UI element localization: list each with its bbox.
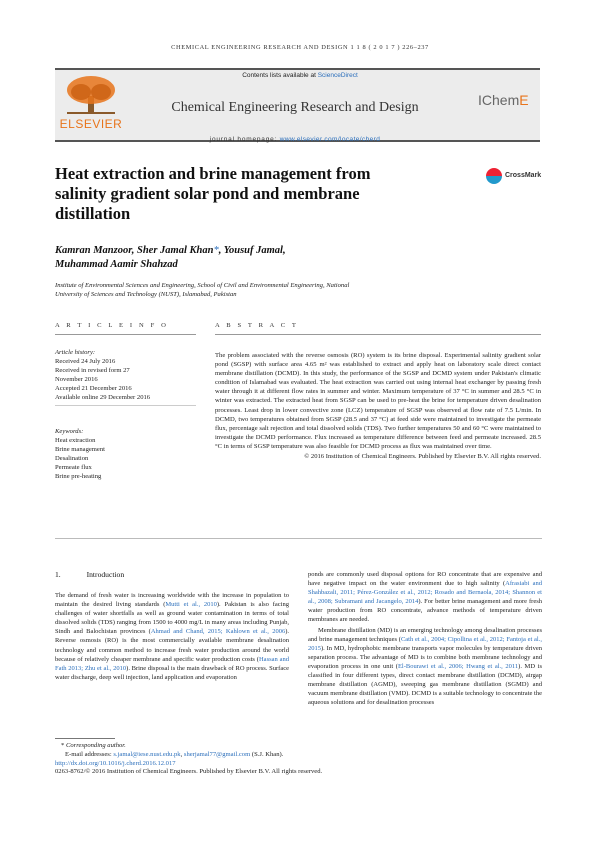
issn-copyright: 0263-8762/© 2016 Institution of Chemical Engineers. Published by Elsevier B.V. All rights reserved. [55, 768, 323, 776]
history-item: November 2016 [55, 376, 98, 383]
section-heading [55, 570, 124, 579]
keyword: Brine management [55, 446, 105, 453]
contents-line [0, 72, 600, 79]
paragraph [308, 570, 542, 625]
citation-link[interactable]: El-Bourawi et al., 2006; Hwang et al., 2011 [397, 662, 519, 670]
ichem-logo-text: IChem [478, 92, 520, 108]
history-item: Available online 29 December 2016 [55, 394, 151, 401]
body-text: ). In MD, hydrophobic membrane transports vapor molecules by temperature driven separation process. The advantage of MD is to combine both membrane technology and evaporation process in one unit ( [308, 644, 542, 670]
email-label: E-mail addresses: [65, 750, 114, 758]
citation-link[interactable]: Mutti et al., 2010 [165, 601, 217, 609]
footnote-star: * [61, 742, 65, 749]
doi-link[interactable]: http://dx.doi.org/10.1016/j.cherd.2016.12.017 [55, 759, 176, 767]
crossmark-badge[interactable] [486, 168, 546, 188]
running-head: CHEMICAL ENGINEERING RESEARCH AND DESIGN 1 1 8 ( 2 0 1 7 ) 226–237 [171, 44, 429, 51]
citation-link[interactable]: Hassan and Fath 2013; Zhu et al., 2010 [55, 655, 289, 672]
article-history [55, 348, 205, 402]
journal-homepage [130, 136, 460, 143]
body-text: ). MD is classified in four different types, direct contact membrane distillation (DCMD), airgap membrane distillation (AGMD), sweeping gas membrane distillation (SGMD) and vacuum membrane distillation (VMD). DCMD is a suitable technology to concentrate the aqueous solutions and for desalination processes [308, 662, 542, 707]
article-info-divider [55, 405, 196, 406]
authors-part: , Yousuf Jamal, [218, 245, 286, 256]
keywords-label: Keywords: [55, 428, 84, 435]
elsevier-logo[interactable] [57, 72, 125, 134]
homepage-link[interactable]: www.elsevier.com/locate/cherd [279, 136, 381, 143]
body-text: ). Pakistan is also facing challenges of water shortfalls as well as ground water contamination in terms of total dissolved solids (TDS) ranging from 1500 to 4000 mg/L in many areas including Punjab, Sindh and Balochistan provinces ( [55, 601, 289, 636]
body-text: Membrane distillation (MD) is an emerging technology among desalination processes and brine management techniques ( [308, 626, 542, 643]
crossmark-icon [486, 168, 502, 184]
affiliation-line: University of Sciences and Technology (NUST), Islamabad, Pakistan [55, 291, 237, 298]
email-link[interactable]: sherjamal77@gmail.com [183, 750, 251, 758]
corresponding-note: Corresponding author. [65, 742, 126, 749]
title-line: salinity gradient solar pond and membrane [55, 184, 360, 203]
section-title: Introduction [86, 570, 125, 579]
article-info-rule [55, 334, 196, 335]
citation-link[interactable]: Afrasiabi and Shahbazali, 2011; Pérez-González et al., 2012; Rosado and Bernaola, 2014; Shannon et al., 2008; Subramani and Jacangelo, 2014 [308, 580, 542, 606]
abstract-heading: A B S T R A C T [215, 322, 299, 329]
body-left-column [55, 591, 289, 682]
author-list [55, 244, 495, 272]
homepage-label: journal homepage: [209, 136, 280, 143]
publisher-name: ELSEVIER [59, 117, 123, 131]
ichem-logo-e: E [519, 92, 529, 108]
affiliation-line: Institute of Environmental Sciences and Engineering, School of Civil and Environmental Engineering, National [55, 282, 350, 289]
body-text: ponds are commonly used disposal options for RO concentrate that are expensive and have negative impact on the water environment due to high salinity ( [308, 571, 542, 588]
body-text: ). For better brine management and more fresh water production from RO concentrate, advance methods of temperature driven membranes are needed. [308, 598, 542, 624]
journal-title: Chemical Engineering Research and Design [171, 100, 419, 115]
body-text: The demand of fresh water is increasing worldwide with the increase in population to maintain the desired living standards ( [55, 592, 289, 609]
corresponding-author-link[interactable]: * [213, 245, 219, 256]
email-separator: , [180, 750, 184, 758]
sciencedirect-link[interactable]: ScienceDirect [317, 72, 358, 79]
title-line: distillation [55, 204, 131, 223]
affiliation [55, 281, 465, 299]
history-item: Received 24 July 2016 [55, 358, 116, 365]
authors-part: Kamran Manzoor, Sher Jamal Khan [55, 245, 214, 256]
email-link[interactable]: s.jamal@iese.nust.edu.pk [113, 750, 181, 758]
footnotes [55, 742, 542, 777]
crossmark-label: CrossMark [505, 172, 542, 179]
body-text: ). Brine disposal is the main drawback of RO process. Surface water discharge, deep well injection, land application and evaporation [55, 664, 289, 681]
keyword: Brine pre-heating [55, 473, 102, 480]
email-owner: (S.J. Khan). [250, 750, 284, 758]
body-text: ). Reverse osmosis (RO) is the most commercially available membrane desalination technology and common method to increase fresh water production around the world because of relatively cheaper membrane and specific water production costs ( [55, 628, 289, 663]
body-right-column [308, 570, 542, 707]
abstract-rule [215, 334, 541, 335]
authors-part: Muhammad Aamir Shahzad [55, 259, 178, 270]
citation-link[interactable]: Cath et al., 2004; Cipollina et al., 2012; Fantoja et al., 2015 [308, 635, 542, 652]
keyword: Permeate flux [55, 464, 92, 471]
history-item: Received in revised form 27 [55, 367, 130, 374]
keyword: Heat extraction [55, 437, 96, 444]
title-line: Heat extraction and brine management from [55, 164, 371, 183]
abstract-bottom-rule [55, 538, 542, 539]
abstract [215, 351, 541, 461]
history-label: Article history: [55, 349, 96, 356]
section-number: 1. [55, 570, 61, 579]
paper-title [55, 164, 435, 224]
citation-link[interactable]: Ahmad and Chand, 2015; Kahlown et al., 2006 [150, 628, 286, 636]
keywords [55, 427, 205, 481]
article-info-heading: A R T I C L E I N F O [55, 322, 169, 329]
ichem-logo[interactable] [478, 92, 538, 122]
abstract-copyright: © 2016 Institution of Chemical Engineers. Published by Elsevier B.V. All rights reserved. [304, 453, 541, 461]
history-item: Accepted 21 December 2016 [55, 385, 132, 392]
abstract-text: The problem associated with the reverse osmosis (RO) system is its brine disposal. Experimental salinity gradient solar pond (SGSP) with surface area 4.65 m² was established to extract and apply heat on laboratory scale direct contact membrane distillation (DCMD). In this study, the performance of the SGSP and DCMD system under Pakistan's climatic condition of Islamabad was evaluated. The heat extraction was carried out using internal heat exchanger by passing fresh water through it at different flow rates in summer and winter. Maximum temperature of 37 °C in summer and 28.5 °C in winter was extracted. The extracted heat from SGSP can be used to pre-heat the brine for temperature driven desalination processes. Least drop in lower convective zone (LCZ) temperature of SGSP was observed at flow rate of 7.5 L/min. In DCMD, two temperatures obtained from SGSP (28.5 and 37 °C) at feed side were maintained to investigate the permeate flux, percentage salt rejection and total dissolved solids (TDS). Two further temperatures 50 and 60 °C were maintained to investigate the DCMD performance. Flux increased as temperature difference between feed and permeate increased. 28.5 °C in terms of SGSP temperature was also feasible for DCMD process as flux was maintained over time. [215, 352, 541, 450]
keyword: Desalination [55, 455, 89, 462]
paragraph [308, 626, 542, 708]
elsevier-tree-icon [63, 74, 119, 116]
contents-prefix: Contents lists available at [242, 72, 318, 79]
footnote-rule [55, 738, 115, 739]
